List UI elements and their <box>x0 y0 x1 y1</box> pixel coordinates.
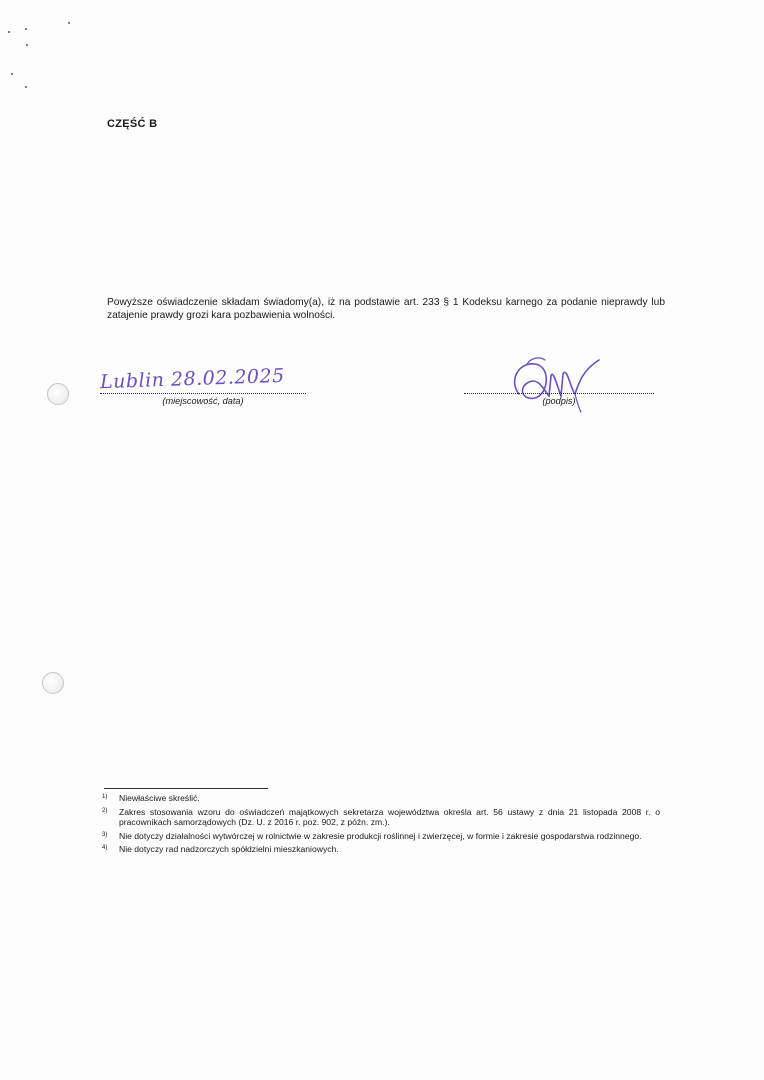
footnote-text: Zakres stosowania wzoru do oświadczeń majątkowych sekretarza województwa określa art. 56 ustawy z dnia 21 listopada 2008 r. o pracownikach samorządowych (Dz. U. z 2016 r. poz. 902, z późn. zm.). <box>119 806 660 827</box>
scan-speck <box>11 73 13 75</box>
footnote-text: Nie dotyczy rad nadzorczych spółdzielni mieszkaniowych. <box>119 844 339 854</box>
footnote-marker: 2) <box>102 807 108 814</box>
footnotes <box>102 793 660 858</box>
statement-text: Powyższe oświadczenie składam świadomy(a), iż na podstawie art. 233 § 1 Kodeksu karnego za podanie nieprawdy lub zatajenie prawdy grozi kara pozbawienia wolności. <box>107 297 665 321</box>
place-date-block <box>100 383 306 406</box>
scan-speck <box>8 31 10 33</box>
footnote-text: Nie dotyczy działalności wytwórczej w rolnictwie w zakresie produkcji roślinnej i zwierzęcej, w formie i zakresie gospodarstwa rodzinnego. <box>119 830 642 841</box>
footnote-separator <box>104 788 268 789</box>
footnote-item <box>102 793 660 804</box>
footnote-item <box>102 807 660 828</box>
footnote-item <box>102 831 660 842</box>
scan-speck <box>25 86 27 88</box>
footnote-marker: 1) <box>102 794 108 800</box>
punch-hole <box>42 672 64 694</box>
place-date-line <box>100 393 306 394</box>
signature-line <box>464 393 654 394</box>
footnote-text: Niewłaściwe skreślić. <box>119 793 200 803</box>
signature-caption: (podpis) <box>542 396 576 406</box>
scan-speck <box>68 22 70 24</box>
scan-speck <box>26 44 28 46</box>
punch-hole <box>47 383 69 405</box>
footnote-marker: 3) <box>102 831 108 838</box>
signature-block <box>464 383 654 406</box>
scan-speck <box>25 28 27 30</box>
section-heading: CZĘŚĆ B <box>107 118 158 130</box>
place-date-caption: (miejscowość, data) <box>162 396 244 406</box>
handwritten-place-date: Lublin 28.02.2025 <box>99 364 286 394</box>
footnote-item <box>102 844 660 855</box>
footnote-marker: 4) <box>102 845 108 851</box>
